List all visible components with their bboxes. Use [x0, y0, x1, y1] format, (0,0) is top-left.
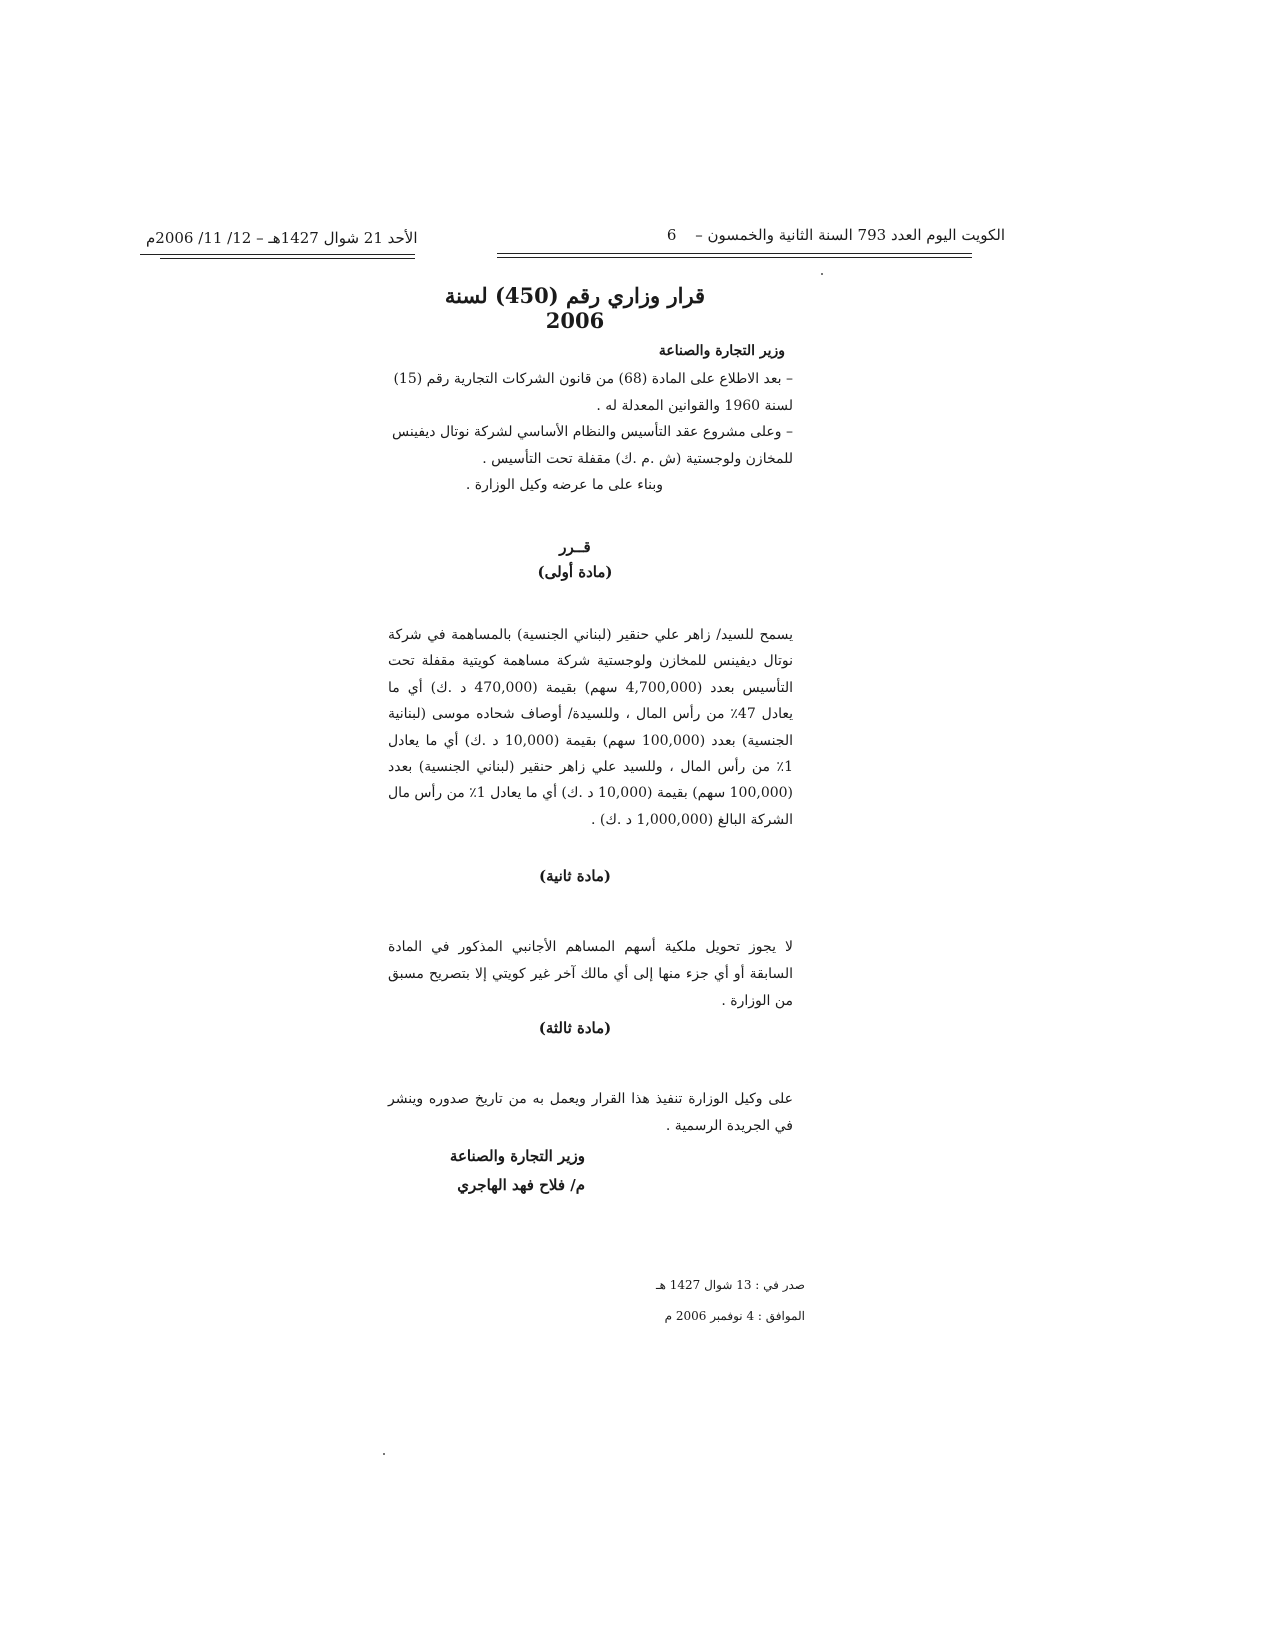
article1-body	[388, 622, 793, 833]
header-publication-text: الكويت اليوم العدد 793 السنة الثانية والخمسون –	[695, 226, 1005, 244]
article3-heading: (مادة ثالثة)	[538, 1019, 612, 1037]
header-rule-left	[140, 254, 415, 255]
header-publication	[635, 226, 1005, 244]
article2-body	[388, 934, 793, 1015]
issued-gregorian: الموافق : 4 نوفمبر 2006 م	[664, 1309, 805, 1323]
article1-text: يسمح للسيد/ زاهر علي حنقير (لبناني الجنسية) بالمساهمة في شركة نوتال ديفينس للمخازن ولوجستية شركة مساهمة كويتية مقفلة تحت التأسيس بعدد (4,700,000 سهم) بقيمة (470,000 د .ك) أي ما يعادل 47٪ من رأس المال ، وللسيدة/ أوصاف شحاده موسى (لبنانية الجنسية) بعدد (100,000 سهم) بقيمة (10,000 د .ك) أي ما يعادل 1٪ من رأس المال ، وللسيد علي زاهر حنقير (لبناني الجنسية) بعدد (100,000 سهم) بقيمة (10,000 د .ك) أي ما يعادل 1٪ من رأس مال الشركة البالغ (1,000,000 د .ك) .	[388, 627, 794, 828]
issued-block	[656, 1270, 805, 1332]
minister-heading: وزير التجارة والصناعة	[658, 343, 785, 359]
header-rule-left-thin	[160, 258, 415, 259]
header-date: الأحد 21 شوال 1427هـ – 12/ 11/ 2006م	[146, 229, 418, 247]
preamble	[388, 366, 793, 499]
preamble-line-1: – بعد الاطلاع على المادة (68) من قانون الشركات التجارية رقم (15) لسنة 1960 والقوانين المعدلة له .	[393, 371, 793, 414]
article1-heading: (مادة أولى)	[537, 563, 613, 581]
header-rule-right	[497, 253, 972, 254]
header-rule-right-thin	[497, 257, 972, 258]
scan-speck	[383, 1453, 385, 1455]
preamble-line-3: وبناء على ما عرضه وكيل الوزارة .	[465, 477, 663, 493]
article2-text: لا يجوز تحويل ملكية أسهم المساهم الأجانبي المذكور في المادة السابقة أو أي جزء منها إلى أي مالك آخر غير كويتي إلا بتصريح مسبق من الوزارة .	[388, 939, 793, 1009]
decree-title: قرار وزاري رقم (450) لسنة 2006	[444, 283, 706, 333]
preamble-line-2: – وعلى مشروع عقد التأسيس والنظام الأساسي لشركة نوتال ديفينس للمخازن ولوجستية (ش .م .ك) مقفلة تحت التأسيس .	[392, 424, 793, 467]
issued-hijri: صدر في : 13 شوال 1427 هـ	[656, 1278, 805, 1292]
article2-heading: (مادة ثانية)	[538, 867, 612, 885]
page-number: 6	[666, 226, 677, 244]
signature-block	[450, 1142, 585, 1200]
article3-body	[388, 1086, 793, 1140]
signature-title: وزير التجارة والصناعة	[449, 1147, 585, 1165]
signature-name: م/ فلاح فهد الهاجري	[457, 1176, 585, 1194]
scan-speck	[821, 273, 823, 275]
decided-heading: قــرر	[559, 538, 591, 556]
article3-text: على وكيل الوزارة تنفيذ هذا القرار ويعمل به من تاريخ صدوره وينشر في الجريدة الرسمية .	[388, 1091, 793, 1134]
